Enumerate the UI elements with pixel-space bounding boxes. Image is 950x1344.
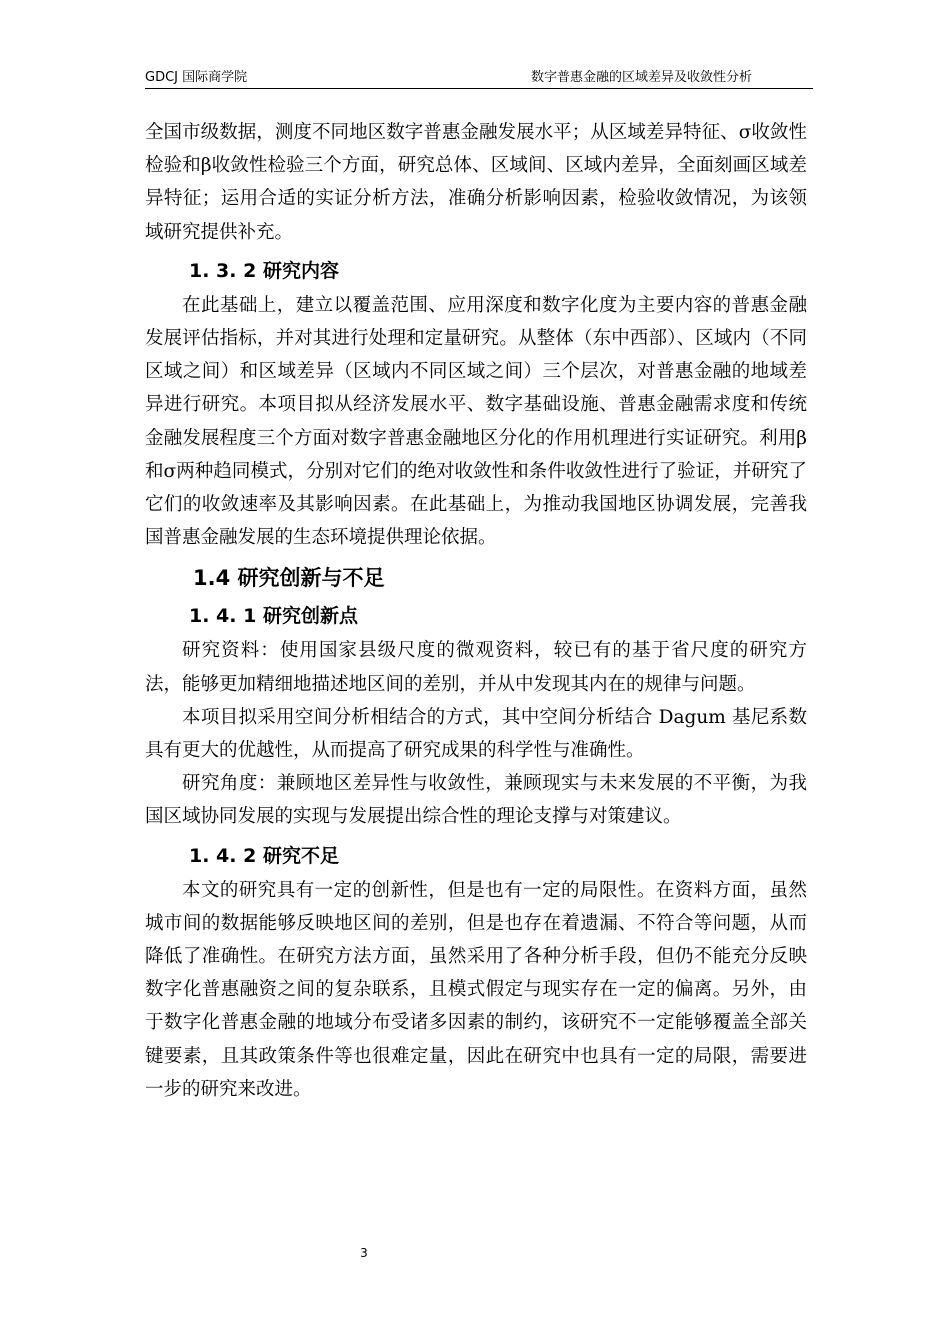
page-number: 3: [360, 1246, 368, 1260]
page-body: [145, 116, 807, 1106]
paragraph-research-content: 在此基础上，建立以覆盖范围、应用深度和数字化度为主要内容的普惠金融发展评估指标，并对其进行处理和定量研究。从整体（东中西部）、区域内（不同区域之间）和区域差异（区域内不同区域之间）三个层次，对普惠金融的地域差异进行研究。本项目拟从经济发展水平、数字基础设施、普惠金融需求度和传统金融发展程度三个方面对数字普惠金融地区分化的作用机理进行实证研究。利用β和σ两种趋同模式，分别对它们的绝对收敛性和条件收敛性进行了验证，并研究了它们的收敛速率及其影响因素。在此基础上，为推动我国地区协调发展，完善我国普惠金融发展的生态环境提供理论依据。: [145, 294, 807, 549]
header-divider: [145, 88, 813, 89]
paragraph-spatial-analysis: 本项目拟采用空间分析相结合的方式，其中空间分析结合 Dagum 基尼系数具有更大的优越性，从而提高了研究成果的科学性与准确性。: [145, 706, 807, 762]
heading-1-4-1: 1. 4. 1 研究创新点: [189, 605, 358, 628]
header-document-title: 数字普惠金融的区域差异及收敛性分析: [530, 70, 752, 85]
paragraph-research-perspective: 研究角度：兼顾地区差异性与收敛性，兼顾现实与未来发展的不平衡，为我国区域协同发展的实现与发展提出综合性的理论支撑与对策建议。: [145, 773, 807, 828]
heading-1-3-2: 1. 3. 2 研究内容: [189, 259, 339, 282]
page-header: [145, 69, 810, 87]
header-institution: GDCJ 国际商学院: [145, 70, 248, 85]
paragraph-limitations: 本文的研究具有一定的创新性，但是也有一定的局限性。在资料方面，虽然城市间的数据能够反映地区间的差别，但是也存在着遗漏、不符合等问题，从而降低了准确性。在研究方法方面，虽然采用了各种分析手段，但仍不能充分反映数字化普惠融资之间的复杂联系，且模式假定与现实存在一定的偏离。另外，由于数字化普惠金融的地域分布受诸多因素的制约，该研究不一定能够覆盖全部关键要素，且其政策条件等也很难定量，因此在研究中也具有一定的局限，需要进一步的研究来改进。: [145, 879, 807, 1100]
heading-1-4-2: 1. 4. 2 研究不足: [189, 844, 339, 867]
heading-1-4: 1.4 研究创新与不足: [193, 566, 385, 591]
paragraph-research-materials: 研究资料：使用国家县级尺度的微观资料，较已有的基于省尺度的研究方法，能够更加精细地描述地区间的差别，并从中发现其内在的规律与问题。: [145, 640, 807, 695]
paragraph-continued: 全国市级数据，测度不同地区数字普惠金融发展水平；从区域差异特征、σ收敛性检验和β收敛性检验三个方面，研究总体、区域间、区域内差异，全面刻画区域差异特征；运用合适的实证分析方法，准确分析影响因素，检验收敛情况，为该领域研究提供补充。: [145, 122, 807, 243]
